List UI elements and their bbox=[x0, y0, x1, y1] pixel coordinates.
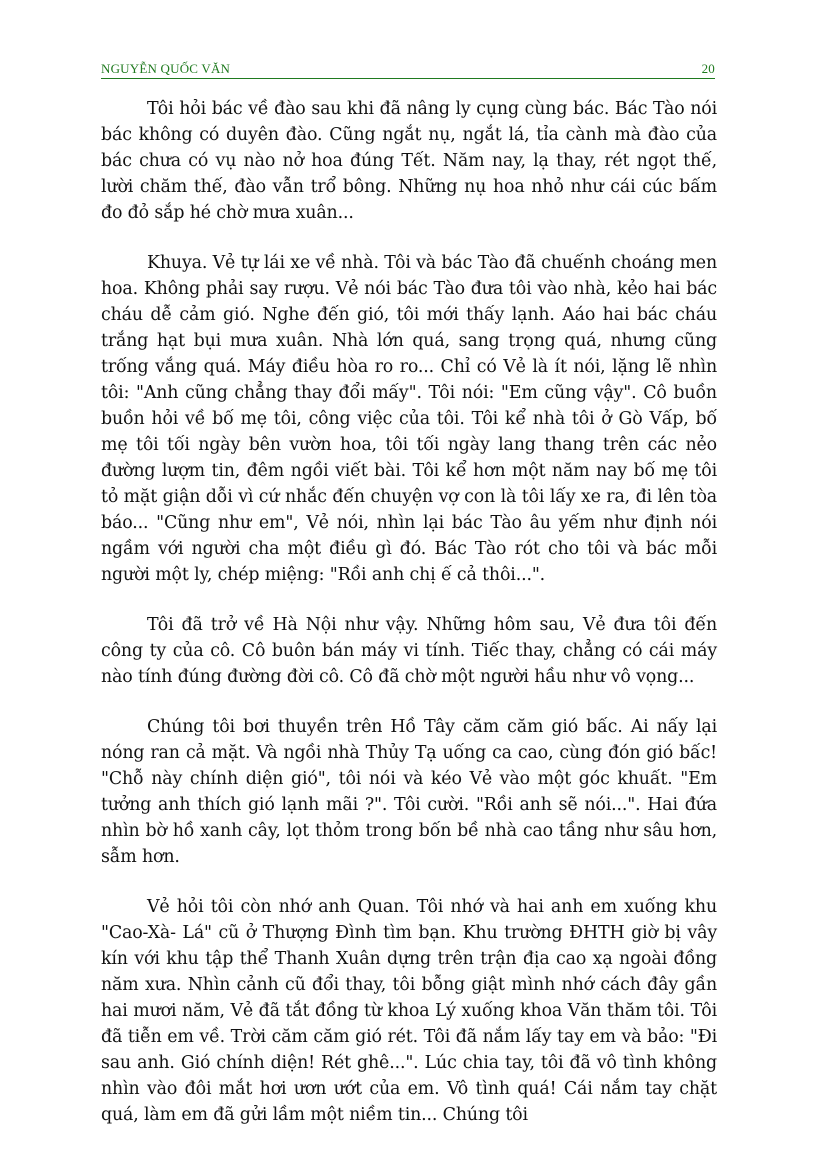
paragraph-5: Vẻ hỏi tôi còn nhớ anh Quan. Tôi nhớ và hai anh em xuống khu "Cao-Xà- Lá" cũ ở Thượng Đình tìm bạn. Khu trường ĐHTH giờ bị vây kín với khu tập thể Thanh Xuân dựng trên trận địa cao xạ ngoài đồng năm xưa. Nhìn cảnh cũ đổi thay, tôi bỗng giật mình nhớ cách đây gần hai mươi năm, Vẻ đã tắt đồng từ khoa Lý xuống khoa Văn thăm tôi. Tôi đã tiễn em về. Trời căm căm gió rét. Tôi đã nắm lấy tay em và bảo: "Đi sau anh. Gió chính diện! Rét ghê...". Lúc chia tay, tôi đã vô tình không nhìn vào đôi mắt hơi ươn ướt của em. Vô tình quá! Cái nắm tay chặt quá, làm em đã gửi lầm một niềm tin... Chúng tôi bbox=[101, 897, 717, 1125]
header-author: NGUYỄN QUỐC VĂN bbox=[101, 61, 231, 76]
running-header bbox=[101, 60, 715, 79]
paragraph-3: Tôi đã trở về Hà Nội như vậy. Những hôm sau, Vẻ đưa tôi đến công ty của cô. Cô buôn bán máy vi tính. Tiếc thay, chẳng có cái máy nào tính đúng đường đời cô. Cô đã chờ một người hầu như vô vọng... bbox=[101, 615, 717, 687]
paragraph-4: Chúng tôi bơi thuyền trên Hồ Tây căm căm gió bấc. Ai nấy lại nóng ran cả mặt. Và ngồi nhà Thủy Tạ uống ca cao, cùng đón gió bấc! "Chỗ này chính diện gió", tôi nói và kéo Vẻ vào một góc khuất. "Em tưởng anh thích gió lạnh mãi ?". Tôi cười. "Rồi anh sẽ nói...". Hai đứa nhìn bờ hồ xanh cây, lọt thỏm trong bốn bề nhà cao tầng như sâu hơn, sẫm hơn. bbox=[101, 717, 717, 867]
paragraph-2: Khuya. Vẻ tự lái xe về nhà. Tôi và bác Tào đã chuếnh choáng men hoa. Không phải say rượu. Vẻ nói bác Tào đưa tôi vào nhà, kẻo hai bác cháu dễ cảm gió. Nghe đến gió, tôi mới thấy lạnh. Aáo hai bác cháu trắng hạt bụi mưa xuân. Nhà lớn quá, sang trọng quá, nhưng cũng trống vắng quá. Máy điều hòa ro ro... Chỉ có Vẻ là ít nói, lặng lẽ nhìn tôi: "Anh cũng chẳng thay đổi mấy". Tôi nói: "Em cũng vậy". Cô buồn buồn hỏi về bố mẹ tôi, công việc của tôi. Tôi kể nhà tôi ở Gò Vấp, bố mẹ tôi tối ngày bên vườn hoa, tôi tối ngày lang thang trên các nẻo đường lượm tin, đêm ngồi viết bài. Tôi kể hơn một năm nay bố mẹ tôi tỏ mặt giận dỗi vì cứ nhắc đến chuyện vợ con là tôi lấy xe ra, đi lên tòa báo... "Cũng như em", Vẻ nói, nhìn lại bác Tào âu yếm như định nói ngầm với người cha một điều gì đó. Bác Tào rót cho tôi và bác mỗi người một ly, chép miệng: "Rồi anh chị ế cả thôi...". bbox=[101, 253, 717, 585]
body-text bbox=[101, 96, 717, 1152]
paragraph-1: Tôi hỏi bác về đào sau khi đã nâng ly cụng cùng bác. Bác Tào nói bác không có duyên đào. Cũng ngắt nụ, ngắt lá, tỉa cành mà đào của bác chưa có vụ nào nở hoa đúng Tết. Năm nay, lạ thay, rét ngọt thế, lười chăm thế, đào vẫn trổ bông. Những nụ hoa nhỏ như cái cúc bấm đo đỏ sắp hé chờ mưa xuân... bbox=[101, 99, 717, 223]
page-number: 20 bbox=[701, 61, 715, 76]
